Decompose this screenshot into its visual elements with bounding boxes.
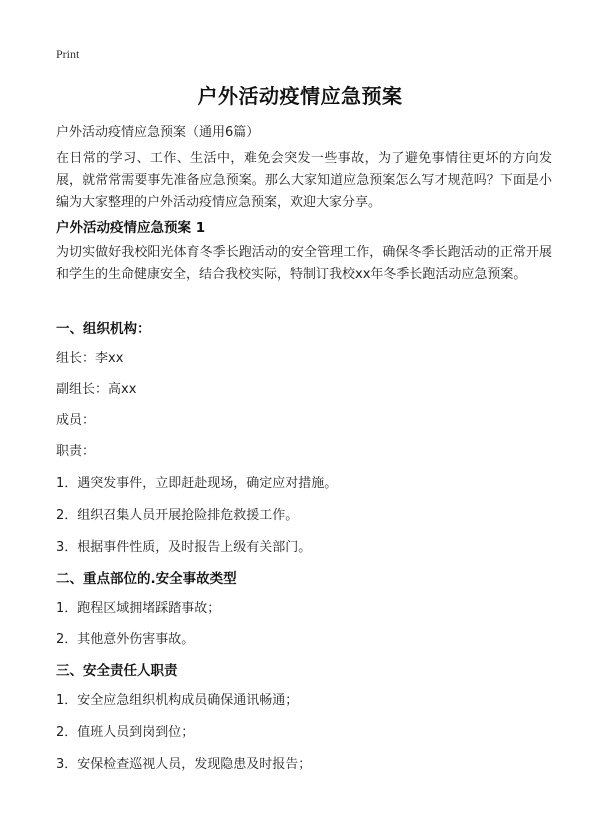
print-button[interactable]: Print [56,47,80,61]
list-item: 2．组织召集人员开展抢险排危救援工作。 [56,508,299,523]
section-title: 户外活动疫情应急预案 1 [56,220,206,236]
list-item: 1．遇突发事件，立即赶赴现场，确定应对措施。 [56,476,338,491]
document-subtitle: 户外活动疫情应急预案（通用6篇） [56,125,260,140]
org-heading: 一、组织机构： [56,321,151,337]
list-item: 2．其他意外伤害事故。 [56,632,195,647]
list-item: 3．安保检查巡视人员，发现隐患及时报告； [56,757,312,772]
list-item: 3．根据事件性质，及时报告上级有关部门。 [56,540,312,555]
members-line: 成员： [56,413,96,428]
document-title: 户外活动疫情应急预案 [197,84,403,108]
intro-paragraph: 在日常的学习、工作、生活中，难免会突发一些事故，为了避免事情往更坏的方向发展，就常常需要事先准备应急预案。那么大家知道应急预案怎么写才规范吗？下面是小编为大家整理的户外活动疫情应急预案，欢迎大家分享。 [56,151,552,210]
duties-label: 职责： [56,444,96,459]
section-intro-paragraph: 为切实做好我校阳光体育冬季长跑活动的安全管理工作，确保冬季长跑活动的正常开展和学生的生命健康安全，结合我校实际，特制订我校xx年冬季长跑活动应急预案。 [56,245,552,282]
list-item: 1．跑程区域拥堵踩踏事故； [56,601,221,616]
types-heading: 二、重点部位的.安全事故类型 [56,571,237,587]
list-item: 2．值班人员到岗到位； [56,725,195,740]
responsibility-heading: 三、安全责任人职责 [56,663,178,679]
list-item: 1．安全应急组织机构成员确保通讯畅通； [56,693,299,708]
vice-leader-line: 副组长：高xx [56,382,137,397]
leader-line: 组长：李xx [56,351,124,366]
